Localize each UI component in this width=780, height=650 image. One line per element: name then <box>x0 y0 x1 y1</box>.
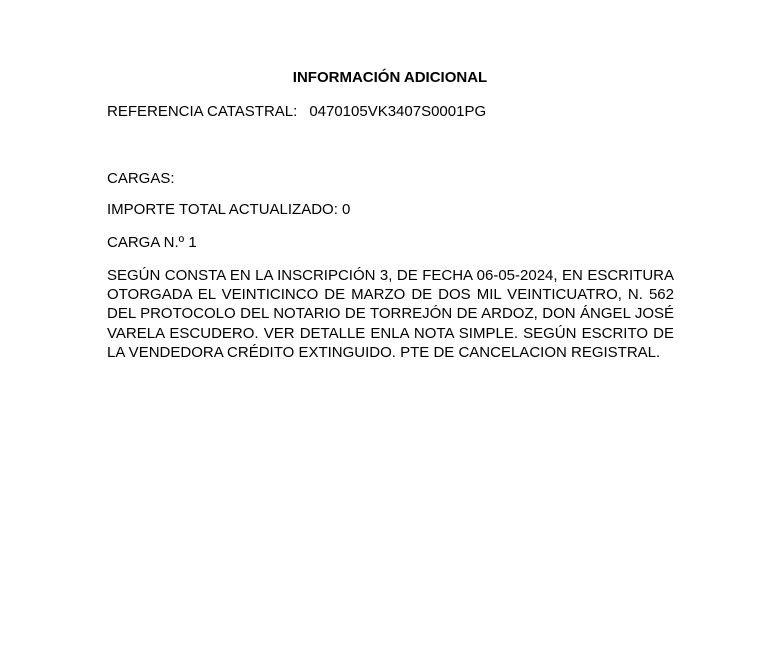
section-title: INFORMACIÓN ADICIONAL <box>292 69 488 86</box>
total-amount-line: IMPORTE TOTAL ACTUALIZADO: 0 <box>107 201 351 218</box>
cadastral-reference-label: REFERENCIA CATASTRAL: <box>107 103 298 120</box>
charges-label: CARGAS: <box>107 170 175 187</box>
charge-number: CARGA N.º 1 <box>107 234 197 251</box>
charge-description: SEGÚN CONSTA EN LA INSCRIPCIÓN 3, DE FECHA 06-05-2024, EN ESCRITURA OTORGADA EL VEINTICINCO DE MARZO DE DOS MIL VEINTICUATRO, N. 562 DEL PROTOCOLO DEL NOTARIO DE TORREJÓN DE ARDOZ, DON ÁNGEL JOSÉ VARELA ESCUDERO. VER DETALLE ENLA NOTA SIMPLE. SEGÚN ESCRITO DE LA VENDEDORA CRÉDITO EXTINGUIDO. PTE DE CANCELACION REGISTRAL. <box>107 267 674 361</box>
cadastral-reference-value: 0470105VK3407S0001PG <box>309 103 487 120</box>
cadastral-reference-row <box>107 103 486 121</box>
